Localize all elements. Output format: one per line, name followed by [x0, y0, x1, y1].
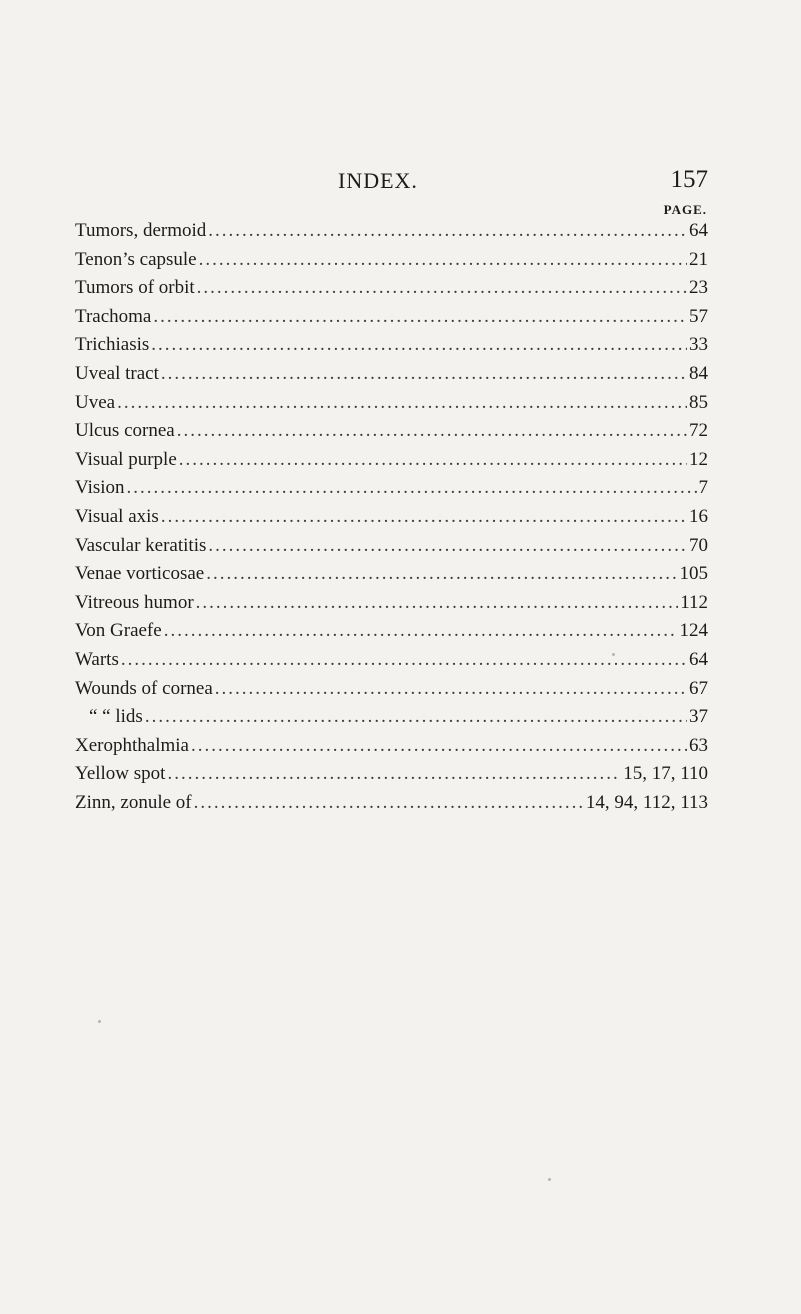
entry-pages: 63 [689, 734, 708, 756]
dot-leader [208, 220, 687, 242]
index-entry [75, 678, 708, 707]
index-entry [75, 792, 708, 821]
entry-term: Vision [75, 477, 125, 499]
entry-pages: 124 [679, 620, 708, 642]
entry-term: Uvea [75, 391, 116, 413]
dot-leader [208, 535, 687, 557]
entry-term: “ “ lids [89, 706, 143, 728]
dot-leader [197, 277, 687, 299]
entry-term: Tenon’s capsule [75, 248, 197, 270]
index-entry [75, 392, 708, 421]
index-entry [75, 363, 708, 392]
dot-leader [164, 620, 678, 642]
entry-term: Vascular keratitis [75, 534, 207, 556]
entry-pages: 70 [689, 534, 708, 556]
running-title: INDEX. [338, 168, 418, 193]
entry-term: Tumors of orbit [75, 277, 195, 299]
dot-leader [145, 706, 687, 728]
entry-term: Visual axis [75, 505, 159, 527]
index-entry [75, 249, 708, 278]
dot-leader [121, 649, 687, 671]
dot-leader [117, 392, 687, 414]
entry-pages: 64 [689, 220, 708, 241]
entry-pages: 105 [679, 563, 708, 585]
entry-pages: 37 [689, 706, 708, 728]
entry-term: Visual purple [75, 448, 177, 470]
dot-leader [179, 449, 687, 471]
index-entry [75, 277, 708, 306]
entry-term: Zinn, zonule of [75, 791, 192, 813]
entry-term: Vitreous humor [75, 591, 194, 613]
index-entry [75, 449, 708, 478]
entry-pages: 23 [689, 277, 708, 299]
entry-term: Uveal tract [75, 362, 159, 384]
entry-pages: 84 [689, 362, 708, 384]
dot-leader [191, 735, 687, 757]
index-entries [75, 220, 708, 820]
entry-pages: 14, 94, 112, 113 [585, 791, 708, 813]
entry-pages: 67 [689, 677, 708, 699]
entry-pages: 16 [689, 505, 708, 527]
dot-leader [177, 420, 687, 442]
entry-pages: 72 [689, 420, 708, 442]
index-entry [75, 592, 708, 621]
entry-pages: 33 [689, 334, 708, 356]
index-entry [75, 620, 708, 649]
entry-term: Tumors, dermoid [75, 220, 207, 241]
entry-pages: 15, 17, 110 [623, 763, 708, 785]
dot-leader [153, 306, 687, 328]
entry-pages: 112 [680, 591, 708, 613]
dot-leader [194, 792, 584, 814]
paper-speck [612, 653, 615, 656]
entry-pages: 57 [689, 305, 708, 327]
index-entry [75, 763, 708, 792]
entry-term: Wounds of cornea [75, 677, 213, 699]
entry-term: Von Graefe [75, 620, 162, 642]
index-entry [75, 563, 708, 592]
entry-term: Trachoma [75, 305, 152, 327]
dot-leader [127, 477, 697, 499]
dot-leader [199, 249, 687, 271]
index-entry [75, 735, 708, 764]
entry-term: Trichiasis [75, 334, 150, 356]
dot-leader [161, 506, 687, 528]
dot-leader [215, 678, 687, 700]
entry-pages: 64 [689, 648, 708, 670]
dot-leader [196, 592, 679, 614]
entry-term: Ulcus cornea [75, 420, 175, 442]
dot-leader [151, 334, 687, 356]
dot-leader [161, 363, 687, 385]
entry-pages: 21 [689, 248, 708, 270]
index-entry [75, 220, 708, 249]
index-entry [75, 535, 708, 564]
entry-term: Yellow spot [75, 763, 166, 785]
index-entry [75, 306, 708, 335]
entry-term: Xerophthalmia [75, 734, 189, 756]
dot-leader [167, 763, 621, 785]
entry-pages: 85 [689, 391, 708, 413]
index-entry [75, 420, 708, 449]
index-entry [75, 334, 708, 363]
entry-pages: 7 [698, 477, 708, 499]
running-head [0, 168, 801, 198]
index-entry [75, 706, 708, 735]
index-entry [75, 477, 708, 506]
page-number: 157 [670, 166, 708, 193]
dot-leader [206, 563, 677, 585]
page-column-label: PAGE. [663, 202, 707, 217]
entry-pages: 12 [689, 448, 708, 470]
entry-term: Warts [75, 648, 119, 670]
paper-speck [548, 1178, 551, 1181]
paper-speck [98, 1020, 101, 1023]
entry-term: Venae vorticosae [75, 563, 205, 585]
index-entry [75, 506, 708, 535]
